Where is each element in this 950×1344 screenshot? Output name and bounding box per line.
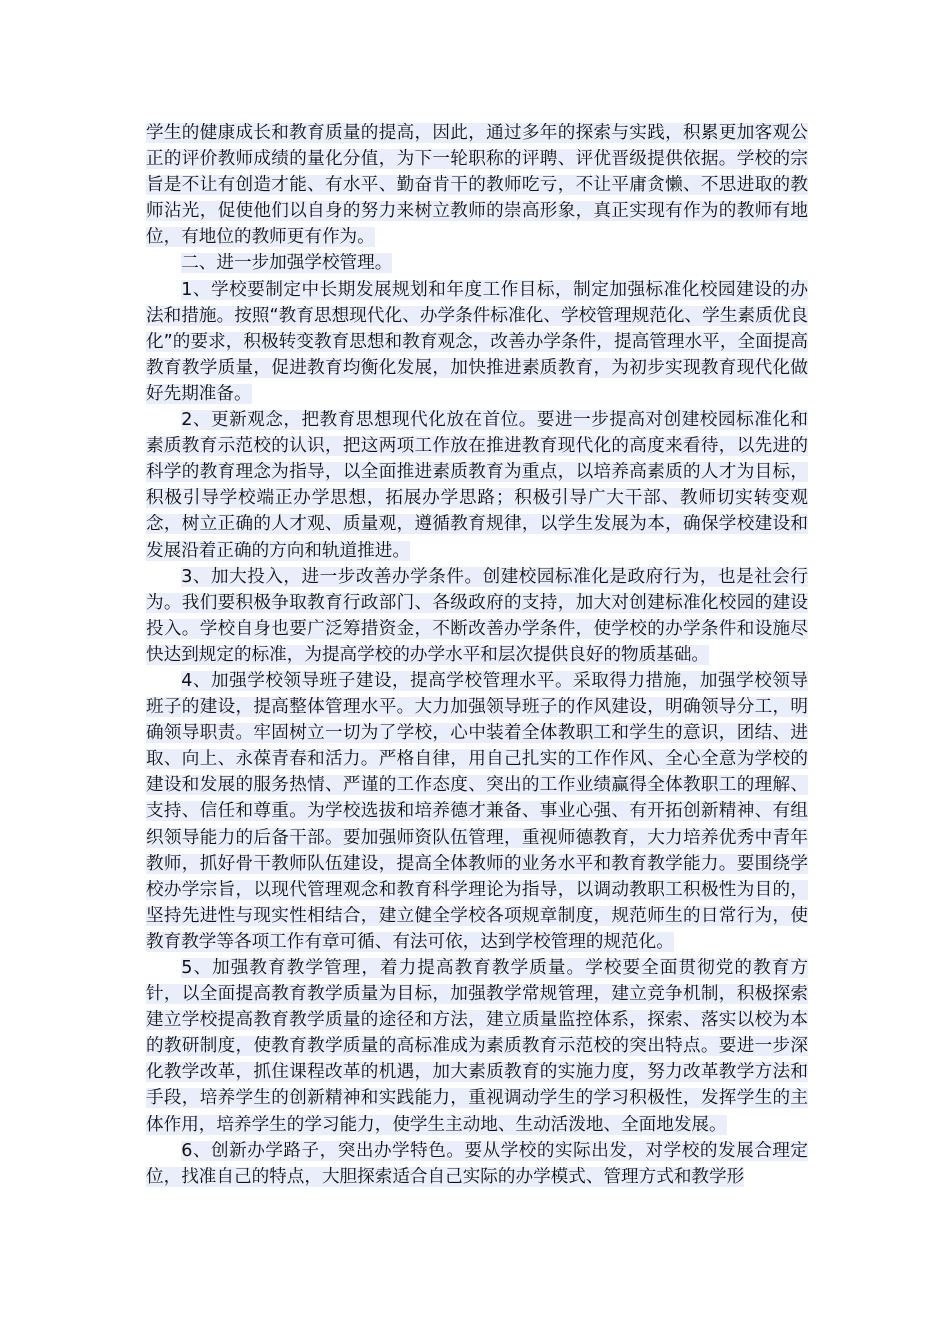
paragraph-text: 学生的健康成长和教育质量的提高，因此，通过多年的探索与实践，积累更加客观公正的评价教师成绩的量化分值，为下一轮职称的评聘、评优晋级提供依据。学校的宗旨是不让有创造才能、有水平、勤奋肯干的教师吃亏，不让平庸贪懒、不思进取的教师沾光，促使他们以自身的努力来树立教师的崇高形象，真正实现有作为的教师有地位，有地位的教师更有作为。 [146,123,808,248]
paragraph [146,955,808,1138]
paragraph [146,407,808,564]
paragraph-text: 4、加强学校领导班子建设，提高学校管理水平。采取得力措施，加强学校领导班子的建设，提高整体管理水平。大力加强领导班子的作风建设，明确领导分工，明确领导职责。牢固树立一切为了学校，心中装着全体教职工和学生的意识，团结、进取、向上、永葆青春和活力。严格自律，用自己扎实的工作作风、全心全意为学校的建设和发展的服务热情、严谨的工作态度、突出的工作业绩赢得全体教职工的理解、支持、信任和尊重。为学校选拔和培养德才兼备、事业心强、有开拓创新精神、有组织领导能力的后备干部。要加强师资队伍管理，重视师德教育，大力培养优秀中青年教师，抓好骨干教师队伍建设，提高全体教师的业务水平和教育教学能力。要围绕学校办学宗旨，以现代管理观念和教育科学理论为指导，以调动教职工积极性为目的，坚持先进性与现实性相结合，建立健全学校各项规章制度，规范师生的日常行为，使教育教学等各项工作有章可循、有法可依，达到学校管理的规范化。 [146,670,808,952]
paragraph [146,277,808,407]
document-body [146,120,808,1190]
section-heading-text: 二、进一步加强学校管理。 [181,253,393,274]
paragraph [146,120,808,250]
paragraph [146,1138,808,1190]
paragraph-text: 3、加大投入，进一步改善办学条件。创建校园标准化是政府行为，也是社会行为。我们要积极争取教育行政部门、各级政府的支持，加大对创建标准化校园的建设投入。学校自身也要广泛筹措资金，不断改善办学条件，使学校的办学条件和设施尽快达到规定的标准，为提高学校的办学水平和层次提供良好的物质基础。 [146,566,808,665]
paragraph [146,668,808,955]
paragraph-text: 1、学校要制定中长期发展规划和年度工作目标，制定加强标准化校园建设的办法和措施。按照“教育思想现代化、办学条件标准化、学校管理规范化、学生素质优良化”的要求，积极转变教育思想和教育观念，改善办学条件，提高管理水平，全面提高教育教学质量，促进教育均衡化发展，加快推进素质教育，为初步实现教育现代化做好先期准备。 [146,279,808,404]
paragraph [146,564,808,668]
section-heading [146,250,808,276]
paragraph-text: 2、更新观念，把教育思想现代化放在首位。要进一步提高对创建校园标准化和素质教育示范校的认识，把这两项工作放在推进教育现代化的高度来看待，以先进的科学的教育理念为指导，以全面推进素质教育为重点，以培养高素质的人才为目标，积极引导学校端正办学思想，拓展办学思路；积极引导广大干部、教师切实转变观念，树立正确的人才观、质量观，遵循教育规律，以学生发展为本，确保学校建设和发展沿着正确的方向和轨道推进。 [146,410,808,561]
paragraph-text: 6、创新办学路子，突出办学特色。要从学校的实际出发，对学校的发展合理定位，找准自己的特点，大胆探索适合自己实际的办学模式、管理方式和教学形 [146,1140,808,1187]
paragraph-text: 5、加强教育教学管理，着力提高教育教学质量。学校要全面贯彻党的教育方针，以全面提高教育教学质量为目标，加强教学常规管理，建立竞争机制，积极探索建立学校提高教育教学质量的途径和方法，建立质量监控体系，探索、落实以校为本的教研制度，使教育教学质量的高标准成为素质教育示范校的突出特点。要进一步深化教学改革，抓住课程改革的机遇，加大素质教育的实施力度，努力改革教学方法和手段，培养学生的创新精神和实践能力，重视调动学生的学习积极性，发挥学生的主体作用，培养学生的学习能力，使学生主动地、生动活泼地、全面地发展。 [146,958,808,1135]
